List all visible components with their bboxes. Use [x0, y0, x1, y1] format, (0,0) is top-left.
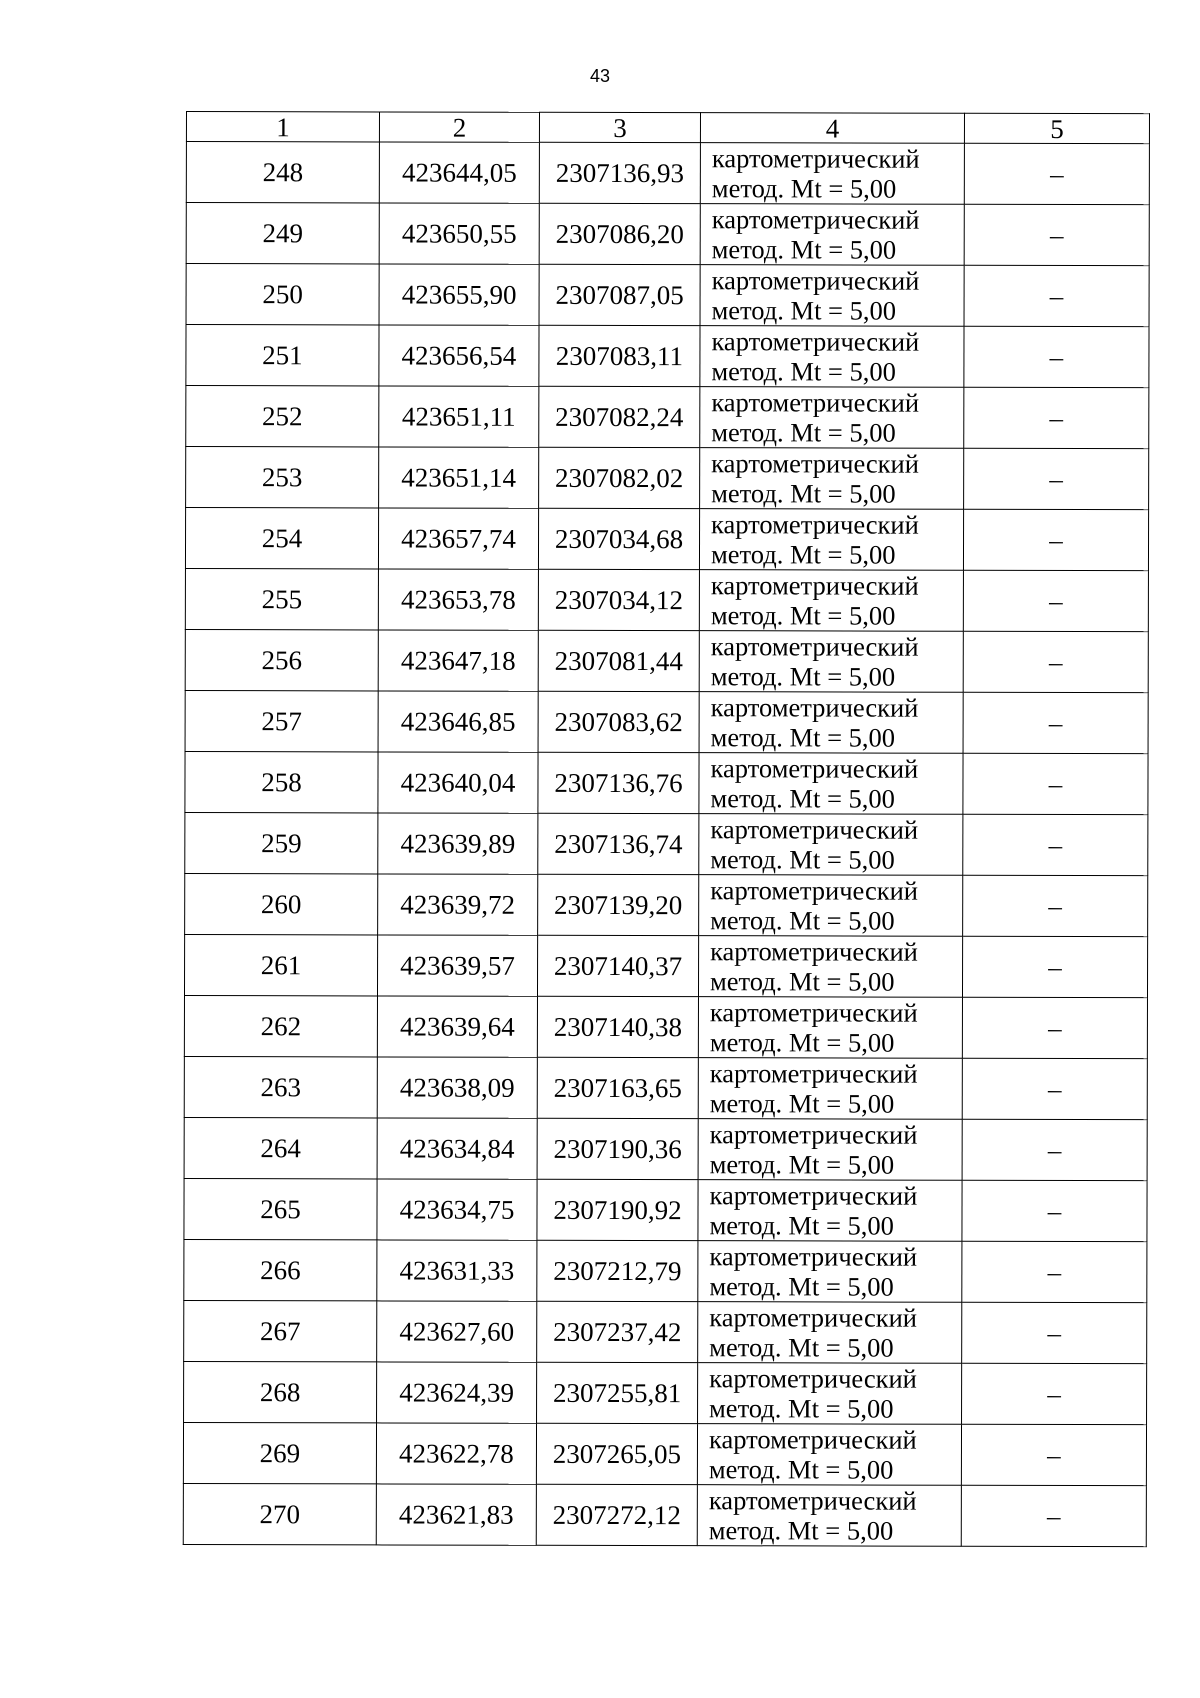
x-coordinate-cell: 423644,05	[379, 142, 539, 203]
note-value: –	[1049, 585, 1063, 616]
column-header-2: 2	[379, 112, 539, 142]
method-accuracy: метод. Mt = 5,00	[711, 356, 896, 387]
table-row	[186, 386, 1149, 449]
method-name: картометрический	[710, 753, 919, 784]
y-coordinate-cell: 2307272,12	[536, 1484, 697, 1545]
note-cell	[962, 936, 1147, 997]
table-row	[184, 1300, 1147, 1363]
method-accuracy: метод. Mt = 5,00	[711, 478, 896, 509]
table-row	[185, 690, 1148, 753]
note-cell	[963, 509, 1148, 570]
note-cell	[964, 143, 1149, 204]
method-cell	[699, 753, 963, 815]
table-row	[184, 1178, 1147, 1241]
y-coordinate-cell: 2307034,12	[538, 569, 699, 630]
note-value: –	[1048, 1073, 1062, 1104]
note-value: –	[1048, 768, 1063, 799]
header-row	[186, 112, 1149, 144]
note-cell	[962, 1180, 1147, 1241]
point-number-cell: 255	[185, 568, 378, 629]
note-cell	[963, 753, 1148, 814]
column-header-1: 1	[186, 112, 379, 142]
table-row	[185, 508, 1148, 571]
method-accuracy: метод. Mt = 5,00	[710, 539, 896, 570]
point-number-cell: 260	[185, 873, 378, 934]
x-coordinate-cell: 423627,60	[377, 1301, 537, 1362]
method-name: картометрический	[711, 448, 919, 479]
note-cell	[963, 814, 1148, 875]
method-name: картометрический	[708, 1424, 917, 1455]
y-coordinate-cell: 2307136,93	[539, 142, 700, 203]
x-coordinate-cell: 423657,74	[378, 508, 538, 569]
point-number-cell: 252	[186, 386, 379, 447]
point-number-cell: 249	[186, 203, 379, 264]
method-accuracy: метод. Mt = 5,00	[709, 1210, 894, 1241]
note-value: –	[1047, 1134, 1062, 1165]
y-coordinate-cell: 2307190,36	[537, 1118, 698, 1179]
method-name: картометрический	[709, 1119, 918, 1150]
method-name: картометрический	[711, 387, 920, 418]
point-number-cell: 248	[186, 142, 379, 203]
method-accuracy: метод. Mt = 5,00	[710, 905, 895, 936]
note-cell	[961, 1485, 1146, 1546]
method-name: картометрический	[710, 692, 919, 723]
column-header-5: 5	[964, 113, 1149, 143]
x-coordinate-cell: 423638,09	[377, 1057, 537, 1118]
note-value: –	[1048, 707, 1063, 738]
table-row	[185, 812, 1148, 875]
method-accuracy: метод. Mt = 5,00	[708, 1454, 894, 1485]
method-cell	[697, 1424, 961, 1486]
note-cell	[961, 1424, 1146, 1485]
x-coordinate-cell: 423647,18	[378, 630, 538, 691]
method-accuracy: метод. Mt = 5,00	[708, 1515, 894, 1546]
x-coordinate-cell: 423655,90	[379, 264, 539, 325]
note-cell	[963, 875, 1148, 936]
x-coordinate-cell: 423621,83	[376, 1484, 536, 1545]
x-coordinate-cell: 423622,78	[376, 1423, 536, 1484]
method-cell	[700, 387, 964, 449]
point-number-cell: 257	[185, 690, 378, 751]
method-name: картометрический	[710, 936, 918, 967]
coordinates-table	[183, 111, 1150, 1547]
point-number-cell: 256	[185, 629, 378, 690]
note-cell	[962, 1119, 1147, 1180]
method-name: картометрический	[709, 1241, 918, 1272]
point-number-cell: 263	[184, 1056, 377, 1117]
method-accuracy: метод. Mt = 5,00	[711, 417, 896, 448]
method-name: картометрический	[709, 1180, 918, 1211]
y-coordinate-cell: 2307190,92	[537, 1179, 698, 1240]
table-row	[184, 1117, 1147, 1180]
note-cell	[962, 997, 1147, 1058]
note-value: –	[1049, 219, 1064, 250]
method-cell	[698, 1363, 962, 1425]
table-row	[184, 934, 1147, 997]
note-value: –	[1048, 1012, 1062, 1043]
note-value: –	[1047, 1256, 1062, 1287]
x-coordinate-cell: 423634,75	[377, 1179, 537, 1240]
method-name: картометрический	[711, 143, 920, 174]
x-coordinate-cell: 423651,11	[379, 386, 539, 447]
column-header-4: 4	[700, 113, 964, 144]
y-coordinate-cell: 2307082,24	[539, 386, 700, 447]
point-number-cell: 253	[186, 447, 379, 508]
method-name: картометрический	[708, 1485, 917, 1516]
method-accuracy: метод. Mt = 5,00	[710, 783, 895, 814]
note-cell	[964, 387, 1149, 448]
y-coordinate-cell: 2307140,37	[537, 935, 698, 996]
method-cell	[700, 265, 964, 327]
note-cell	[964, 448, 1149, 509]
table-row	[183, 1483, 1146, 1546]
method-cell	[699, 509, 963, 571]
note-cell	[964, 326, 1149, 387]
point-number-cell: 250	[186, 264, 379, 325]
method-name: картометрический	[709, 1058, 918, 1089]
method-accuracy: метод. Mt = 5,00	[710, 661, 896, 692]
note-value: –	[1047, 1500, 1061, 1531]
table-row	[186, 325, 1149, 388]
point-number-cell: 270	[183, 1483, 376, 1544]
point-number-cell: 262	[184, 995, 377, 1056]
method-cell	[697, 1485, 961, 1547]
note-value: –	[1048, 829, 1063, 860]
table-row	[184, 1056, 1147, 1119]
point-number-cell: 259	[185, 812, 378, 873]
table-row	[184, 995, 1147, 1058]
method-cell	[698, 1241, 962, 1303]
x-coordinate-cell: 423639,72	[378, 874, 538, 935]
note-value: –	[1048, 951, 1062, 982]
point-number-cell: 265	[184, 1178, 377, 1239]
table-row	[185, 751, 1148, 814]
y-coordinate-cell: 2307136,76	[538, 752, 699, 813]
method-name: картометрический	[709, 1363, 917, 1394]
table-row	[184, 1361, 1147, 1424]
table-row	[185, 629, 1148, 692]
method-accuracy: метод. Mt = 5,00	[711, 234, 897, 265]
table-body	[183, 142, 1149, 1547]
column-header-3: 3	[539, 112, 700, 142]
table-row	[185, 873, 1148, 936]
method-cell	[699, 875, 963, 937]
y-coordinate-cell: 2307087,05	[539, 264, 700, 325]
note-value: –	[1049, 280, 1064, 311]
point-number-cell: 264	[184, 1117, 377, 1178]
method-accuracy: метод. Mt = 5,00	[709, 1393, 894, 1424]
method-name: картометрический	[711, 509, 919, 540]
method-cell	[698, 1180, 962, 1242]
x-coordinate-cell: 423651,14	[379, 447, 539, 508]
method-accuracy: метод. Mt = 5,00	[709, 1271, 894, 1302]
x-coordinate-cell: 423639,89	[378, 813, 538, 874]
y-coordinate-cell: 2307083,11	[539, 325, 700, 386]
method-cell	[699, 692, 963, 754]
x-coordinate-cell: 423653,78	[378, 569, 538, 630]
method-cell	[698, 1302, 962, 1364]
point-number-cell: 267	[184, 1300, 377, 1361]
x-coordinate-cell: 423631,33	[377, 1240, 537, 1301]
y-coordinate-cell: 2307140,38	[537, 996, 698, 1057]
x-coordinate-cell: 423650,55	[379, 203, 539, 264]
method-cell	[700, 326, 964, 388]
method-name: картометрический	[710, 814, 919, 845]
note-value: –	[1047, 1317, 1062, 1348]
y-coordinate-cell: 2307034,68	[538, 508, 699, 569]
note-value: –	[1047, 1439, 1061, 1470]
method-accuracy: метод. Mt = 5,00	[709, 966, 895, 997]
method-accuracy: метод. Mt = 5,00	[709, 1027, 895, 1058]
y-coordinate-cell: 2307083,62	[538, 691, 699, 752]
note-cell	[962, 1058, 1147, 1119]
note-value: –	[1049, 341, 1064, 372]
x-coordinate-cell: 423634,84	[377, 1118, 537, 1179]
page-number: 43	[589, 66, 611, 86]
note-value: –	[1048, 890, 1062, 921]
note-cell	[963, 692, 1148, 753]
method-cell	[700, 204, 964, 266]
method-accuracy: метод. Mt = 5,00	[709, 1149, 895, 1180]
method-name: картометрический	[709, 1302, 918, 1333]
method-name: картометрический	[709, 997, 918, 1028]
y-coordinate-cell: 2307086,20	[539, 203, 700, 264]
y-coordinate-cell: 2307081,44	[538, 630, 699, 691]
note-cell	[963, 631, 1148, 692]
x-coordinate-cell: 423640,04	[378, 752, 538, 813]
x-coordinate-cell: 423639,57	[377, 935, 537, 996]
method-name: картометрический	[710, 570, 919, 601]
point-number-cell: 258	[185, 751, 378, 812]
note-cell	[963, 570, 1148, 631]
y-coordinate-cell: 2307163,65	[537, 1057, 698, 1118]
method-cell	[698, 936, 962, 998]
method-name: картометрический	[710, 631, 919, 662]
note-value: –	[1048, 646, 1063, 677]
note-value: –	[1049, 402, 1064, 433]
method-name: картометрический	[711, 326, 920, 357]
table-row	[185, 568, 1148, 631]
note-value: –	[1050, 158, 1064, 189]
point-number-cell: 261	[184, 934, 377, 995]
note-cell	[964, 265, 1149, 326]
note-cell	[964, 204, 1149, 265]
x-coordinate-cell: 423656,54	[379, 325, 539, 386]
table-row	[186, 264, 1149, 327]
method-cell	[699, 570, 963, 632]
y-coordinate-cell: 2307212,79	[537, 1240, 698, 1301]
note-value: –	[1049, 463, 1063, 494]
point-number-cell: 266	[184, 1239, 377, 1300]
y-coordinate-cell: 2307265,05	[536, 1423, 697, 1484]
method-accuracy: метод. Mt = 5,00	[710, 722, 896, 753]
method-cell	[700, 448, 964, 510]
method-name: картометрический	[711, 265, 920, 296]
table-row	[186, 203, 1149, 266]
method-cell	[699, 814, 963, 876]
method-cell	[698, 1058, 962, 1120]
note-cell	[962, 1363, 1147, 1424]
y-coordinate-cell: 2307136,74	[538, 813, 699, 874]
table-header	[186, 112, 1149, 144]
method-accuracy: метод. Mt = 5,00	[710, 844, 895, 875]
method-accuracy: метод. Mt = 5,00	[711, 295, 897, 326]
method-accuracy: метод. Mt = 5,00	[709, 1332, 894, 1363]
point-number-cell: 251	[186, 325, 379, 386]
method-name: картометрический	[710, 875, 919, 906]
table-row	[184, 1239, 1147, 1302]
method-accuracy: метод. Mt = 5,00	[709, 1088, 895, 1119]
table-row	[186, 142, 1149, 205]
point-number-cell: 254	[185, 508, 378, 569]
note-cell	[962, 1241, 1147, 1302]
method-accuracy: метод. Mt = 5,00	[711, 173, 897, 204]
method-cell	[700, 143, 964, 205]
method-name: картометрический	[711, 204, 920, 235]
method-cell	[698, 997, 962, 1059]
x-coordinate-cell: 423624,39	[377, 1362, 537, 1423]
note-value: –	[1049, 524, 1063, 555]
method-cell	[698, 1119, 962, 1181]
note-value: –	[1047, 1378, 1061, 1409]
y-coordinate-cell: 2307255,81	[537, 1362, 698, 1423]
x-coordinate-cell: 423639,64	[377, 996, 537, 1057]
note-cell	[962, 1302, 1147, 1363]
y-coordinate-cell: 2307139,20	[538, 874, 699, 935]
note-value: –	[1047, 1195, 1062, 1226]
table-row	[186, 447, 1149, 510]
method-accuracy: метод. Mt = 5,00	[710, 600, 896, 631]
point-number-cell: 269	[183, 1422, 376, 1483]
method-cell	[699, 631, 963, 693]
table-row	[183, 1422, 1146, 1485]
point-number-cell: 268	[184, 1361, 377, 1422]
x-coordinate-cell: 423646,85	[378, 691, 538, 752]
y-coordinate-cell: 2307237,42	[537, 1301, 698, 1362]
y-coordinate-cell: 2307082,02	[539, 447, 700, 508]
